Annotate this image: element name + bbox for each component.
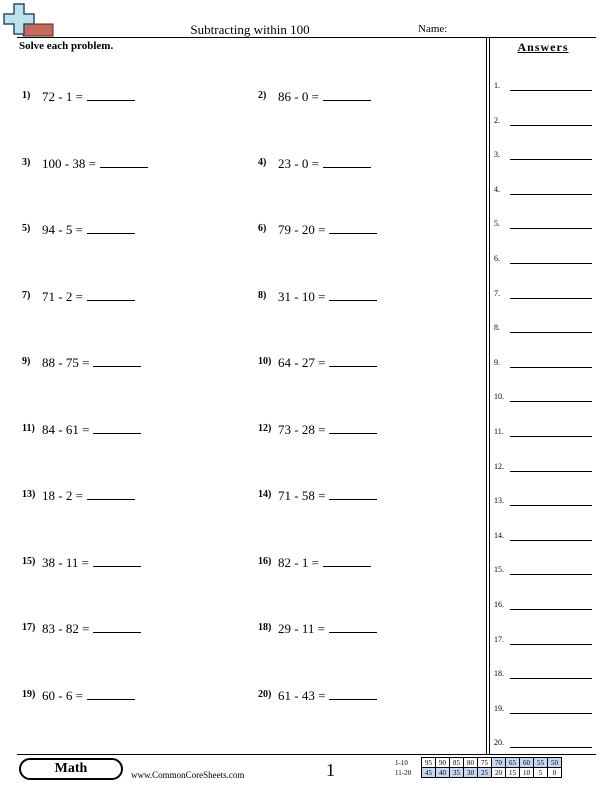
answer-line[interactable] [510, 713, 592, 714]
problem-item [22, 289, 135, 305]
problem-item [22, 355, 141, 371]
problem-item [258, 222, 377, 238]
name-label: Name: [418, 23, 448, 35]
score-cell: 0 [548, 768, 562, 778]
problem-expression: 94 - 5 = [42, 222, 83, 237]
score-cell: 45 [422, 768, 436, 778]
score-cell: 50 [548, 758, 562, 768]
answer-row [494, 669, 594, 678]
problem-expression: 79 - 20 = [278, 222, 326, 237]
answer-number: 12. [494, 461, 504, 471]
score-cell: 70 [492, 758, 506, 768]
problem-number: 2) [258, 90, 267, 101]
score-cell: 75 [478, 758, 492, 768]
answer-row [494, 704, 594, 713]
answer-blank[interactable] [329, 621, 377, 633]
answer-blank[interactable] [323, 89, 371, 101]
problem-number: 8) [258, 289, 267, 301]
answer-row [494, 81, 594, 90]
answer-row [494, 323, 594, 332]
answer-line[interactable] [510, 367, 592, 368]
answer-blank[interactable] [87, 289, 135, 301]
problem-item [258, 488, 377, 504]
problem-number: 12) [258, 422, 272, 434]
answer-line[interactable] [510, 436, 592, 437]
score-cell: 25 [478, 768, 492, 778]
answer-line[interactable] [510, 159, 592, 160]
answer-row [494, 358, 594, 367]
answer-line[interactable] [510, 263, 592, 264]
problem-number: 4) [258, 156, 267, 168]
answer-number: 18. [494, 669, 504, 679]
problem-expression: 23 - 0 = [278, 155, 319, 171]
problem-number: 15) [22, 555, 36, 567]
answer-line[interactable] [510, 644, 592, 645]
score-cell: 85 [450, 758, 464, 768]
problem-expression: 71 - 58 = [278, 488, 326, 503]
answer-number: 10. [494, 392, 504, 402]
answer-number: 2. [494, 115, 500, 125]
problem-expression: 31 - 10 = [278, 288, 326, 304]
answer-line[interactable] [510, 471, 592, 472]
answer-number: 6. [494, 254, 500, 263]
answer-number: 5. [494, 219, 500, 229]
problem-item [22, 156, 148, 172]
instructions: Solve each problem. [19, 40, 114, 52]
answer-row [494, 219, 594, 228]
score-cell: 60 [520, 758, 534, 768]
score-row-label: 1-10 [395, 758, 408, 767]
answer-number: 9. [494, 357, 500, 367]
problem-number: 3) [22, 156, 31, 168]
problem-item [258, 688, 377, 704]
answer-row [494, 462, 594, 471]
answer-row [494, 392, 594, 401]
header-divider [17, 37, 596, 38]
problem-item [22, 222, 135, 238]
problem-item [22, 488, 135, 504]
page-number: 1 [326, 760, 335, 780]
problem-number: 13) [22, 489, 36, 500]
problem-number: 11) [22, 422, 35, 434]
score-cell: 35 [450, 768, 464, 778]
answer-number: 19. [494, 703, 504, 713]
answer-line[interactable] [510, 678, 592, 679]
answer-blank[interactable] [329, 422, 377, 434]
score-table [395, 757, 562, 778]
plus-minus-logo-icon [3, 2, 55, 38]
problem-item [258, 289, 377, 305]
answer-blank[interactable] [329, 289, 377, 301]
problem-expression: 29 - 11 = [278, 621, 325, 636]
score-cell: 55 [534, 758, 548, 768]
answer-blank[interactable] [329, 488, 377, 500]
answer-blank[interactable] [323, 555, 371, 567]
problem-item [258, 355, 377, 371]
problem-number: 14) [258, 489, 272, 500]
score-cell: 95 [422, 758, 436, 768]
answer-line[interactable] [510, 574, 592, 575]
problem-expression: 100 - 38 = [42, 155, 96, 171]
problem-item [22, 688, 135, 704]
answer-number: 17. [494, 634, 504, 644]
problem-expression: 18 - 2 = [42, 488, 83, 503]
problem-expression: 82 - 1 = [278, 554, 319, 570]
problem-number: 20) [258, 688, 272, 700]
website-link[interactable]: www.CommonCoreSheets.com [131, 770, 245, 780]
answer-number: 7. [494, 288, 500, 298]
problem-item [22, 621, 141, 637]
problem-expression: 73 - 28 = [278, 421, 326, 437]
answer-blank[interactable] [93, 621, 141, 633]
problem-expression: 38 - 11 = [42, 554, 89, 570]
answer-row [494, 635, 594, 644]
answer-line[interactable] [510, 90, 592, 91]
answer-blank[interactable] [87, 488, 135, 500]
answer-number: 4. [494, 184, 500, 194]
answer-blank[interactable] [323, 156, 371, 168]
problem-number: 6) [258, 223, 267, 234]
footer-divider [17, 754, 596, 755]
score-cell: 20 [492, 768, 506, 778]
problem-expression: 84 - 61 = [42, 421, 90, 437]
answer-row [494, 531, 594, 540]
score-cell: 90 [436, 758, 450, 768]
answer-row [494, 254, 594, 263]
answer-line[interactable] [510, 609, 592, 610]
score-row-label: 11-20 [395, 768, 412, 777]
problem-number: 17) [22, 622, 36, 633]
problem-expression: 72 - 1 = [42, 89, 83, 104]
answer-line[interactable] [510, 332, 592, 333]
score-cell: 65 [506, 758, 520, 768]
answer-line[interactable] [510, 540, 592, 541]
answer-blank[interactable] [329, 688, 377, 700]
answer-blank[interactable] [100, 156, 148, 168]
answer-blank[interactable] [329, 355, 377, 367]
problem-expression: 83 - 82 = [42, 621, 90, 636]
answer-number: 8. [494, 323, 500, 333]
problem-item [22, 422, 141, 438]
score-cell: 40 [436, 768, 450, 778]
problem-number: 5) [22, 223, 31, 234]
answer-blank[interactable] [329, 222, 377, 234]
score-cell: 80 [464, 758, 478, 768]
score-cell: 30 [464, 768, 478, 778]
answer-blank[interactable] [93, 422, 141, 434]
problem-item [258, 156, 371, 172]
score-cell: 15 [506, 768, 520, 778]
score-row [395, 758, 562, 768]
answer-row [494, 738, 594, 747]
answer-column-divider [486, 38, 487, 754]
answer-row [494, 600, 594, 609]
problem-expression: 88 - 75 = [42, 355, 90, 370]
problem-item [258, 422, 377, 438]
worksheet-title: Subtracting within 100 [190, 22, 310, 37]
answer-column-divider [489, 38, 490, 754]
problem-number: 18) [258, 622, 272, 633]
answer-line[interactable] [510, 505, 592, 506]
problem-number: 1) [22, 90, 31, 101]
answer-row [494, 150, 594, 159]
answer-number: 1. [494, 81, 500, 90]
problem-expression: 61 - 43 = [278, 687, 326, 703]
problem-item [258, 621, 377, 637]
answer-line[interactable] [510, 401, 592, 402]
answer-blank[interactable] [87, 688, 135, 700]
answer-line[interactable] [510, 298, 592, 299]
answer-number: 20. [494, 738, 504, 748]
answer-number: 11. [494, 427, 504, 436]
answer-number: 3. [494, 150, 500, 160]
answer-blank[interactable] [87, 222, 135, 234]
answer-blank[interactable] [93, 355, 141, 367]
problem-expression: 86 - 0 = [278, 89, 319, 104]
math-badge: Math [19, 758, 123, 780]
answer-number: 15. [494, 565, 504, 575]
problem-item [258, 89, 371, 105]
problem-number: 9) [22, 356, 31, 367]
answer-line[interactable] [510, 194, 592, 195]
problem-expression: 71 - 2 = [42, 288, 83, 304]
problem-number: 10) [258, 356, 272, 367]
answer-row [494, 116, 594, 125]
problem-number: 19) [22, 688, 36, 700]
problem-number: 7) [22, 289, 31, 301]
problem-expression: 60 - 6 = [42, 687, 83, 703]
answer-number: 13. [494, 496, 504, 506]
answer-row [494, 496, 594, 505]
answer-number: 14. [494, 530, 504, 540]
answer-blank[interactable] [87, 89, 135, 101]
answer-line[interactable] [510, 228, 592, 229]
score-row [395, 768, 562, 778]
answer-row [494, 185, 594, 194]
problem-expression: 64 - 27 = [278, 355, 326, 370]
answer-number: 16. [494, 600, 504, 609]
answer-row [494, 565, 594, 574]
answer-line[interactable] [510, 747, 592, 748]
score-cell: 5 [534, 768, 548, 778]
answers-title: Answers [517, 40, 569, 54]
answer-row [494, 289, 594, 298]
answer-row [494, 427, 594, 436]
score-cell: 10 [520, 768, 534, 778]
problem-item [22, 555, 141, 571]
problem-item [258, 555, 371, 571]
answer-line[interactable] [510, 125, 592, 126]
problem-item [22, 89, 135, 105]
answer-blank[interactable] [93, 555, 141, 567]
problem-number: 16) [258, 555, 272, 567]
